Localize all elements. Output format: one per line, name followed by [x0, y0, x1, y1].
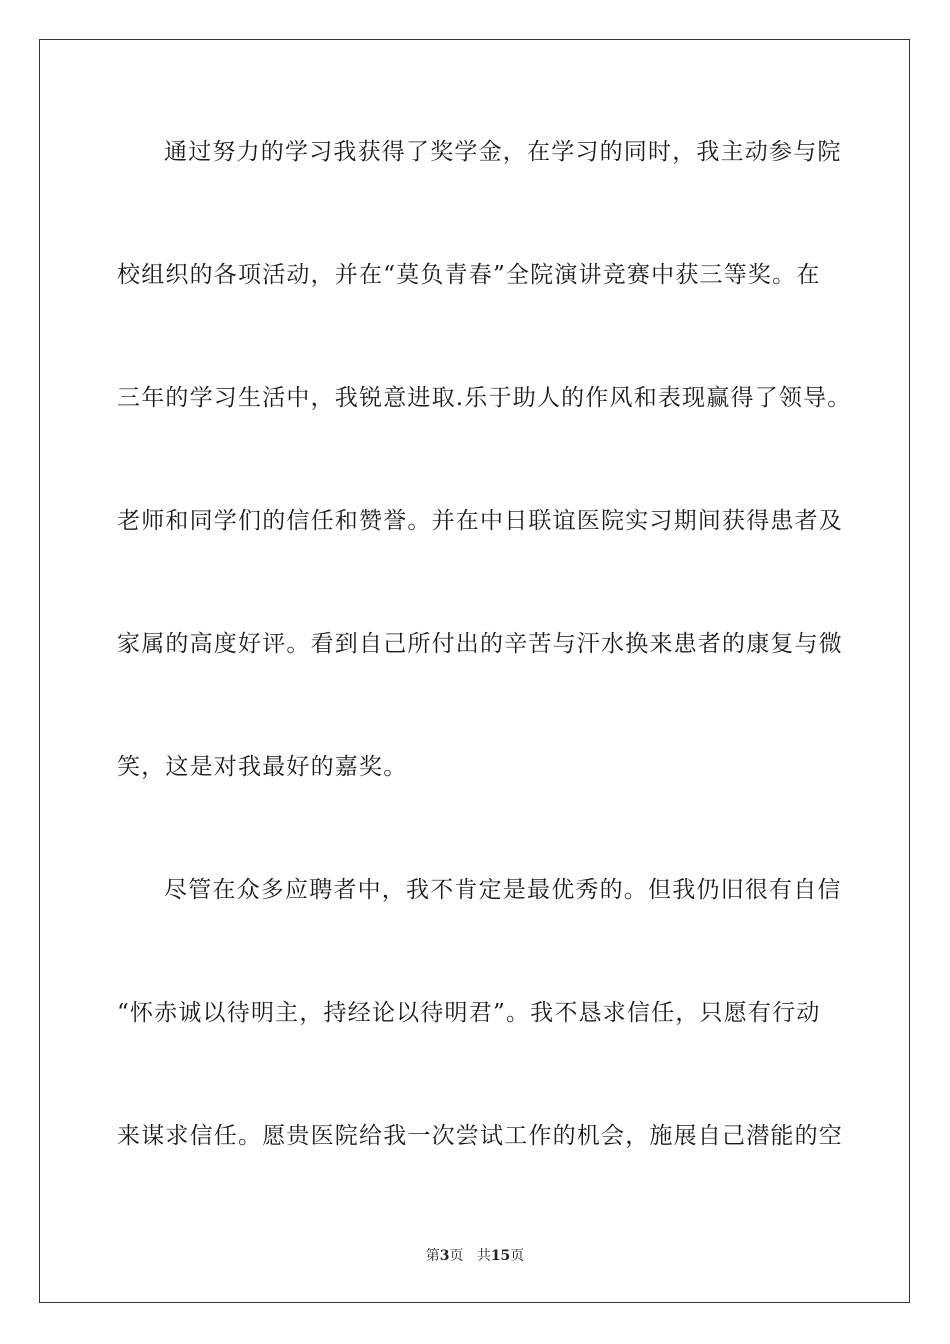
text-line: 家属的高度好评。看到自己所付出的辛苦与汗水换来患者的康复与微: [117, 631, 843, 657]
text-line: 通过努力的学习我获得了奖学金，在学习的同时，我主动参与院: [164, 139, 842, 165]
page-number: 3: [439, 1248, 450, 1264]
total-suffix: 页: [510, 1248, 525, 1264]
text-line: 老师和同学们的信任和赞誉。并在中日联谊医院实习期间获得患者及: [117, 508, 843, 534]
page-prefix: 第: [425, 1248, 440, 1264]
total-prefix: 共: [476, 1248, 491, 1264]
text-line: 校组织的各项活动，并在“莫负青春”全院演讲竞赛中获三等奖。在: [117, 262, 821, 288]
total-pages: 15: [490, 1248, 511, 1264]
text-line: 来谋求信任。愿贵医院给我一次尝试工作的机会，施展自己潜能的空: [117, 1123, 843, 1149]
text-line: 尽管在众多应聘者中，我不肯定是最优秀的。但我仍旧很有自信: [164, 877, 842, 903]
text-line: 笑，这是对我最好的嘉奖。: [117, 754, 408, 780]
page-border: [39, 39, 910, 1303]
text-line: 三年的学习生活中，我锐意进取.乐于助人的作风和表现赢得了领导。: [117, 385, 852, 411]
page-footer: [0, 1247, 950, 1265]
text-line: “怀赤诚以待明主，持经论以待明君”。我不恳求信任，只愿有行动: [117, 1000, 821, 1026]
page-suffix: 页: [449, 1248, 464, 1264]
